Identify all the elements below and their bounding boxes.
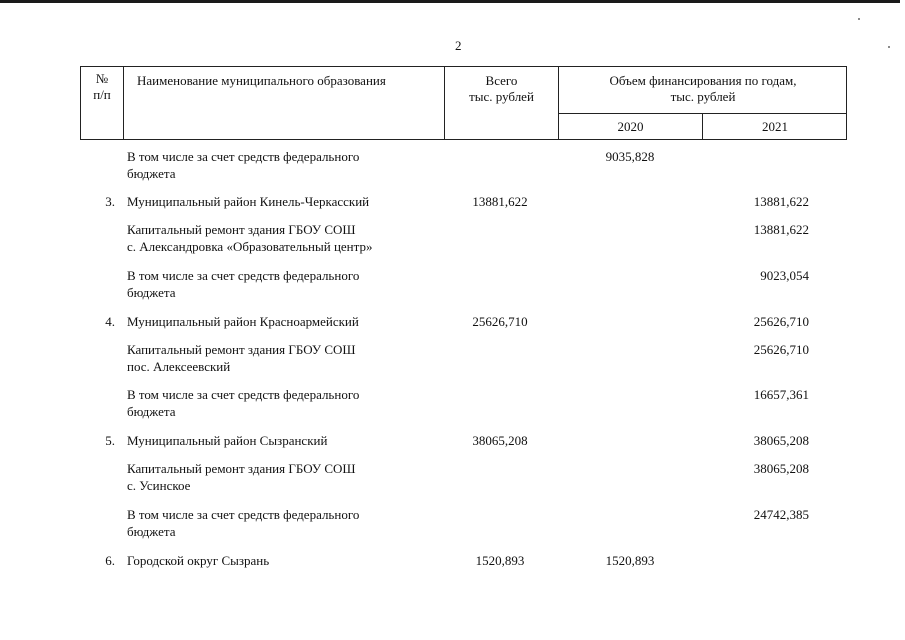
row-name: Муниципальный район Сызранский: [127, 433, 328, 448]
row-name: Капитальный ремонт здания ГБОУ СОШ пос. Алексеевский: [127, 342, 356, 374]
scan-speck: [858, 18, 860, 20]
header-col-total: Всего тыс. рублей: [469, 73, 534, 104]
row-2021: 13881,622: [753, 222, 809, 237]
header-divider: [123, 67, 124, 139]
header-col-2021: 2021: [762, 119, 788, 134]
row-total: 1520,893: [475, 553, 525, 568]
row-number: 5.: [105, 433, 115, 448]
row-2020: 1520,893: [605, 553, 655, 568]
row-number: 6.: [105, 553, 115, 568]
scan-speck: [888, 46, 890, 48]
row-2021: 25626,710: [753, 342, 809, 357]
row-name: Городской округ Сызрань: [127, 553, 270, 568]
row-2021: 16657,361: [753, 387, 809, 402]
header-col-2020: 2020: [617, 119, 644, 134]
row-2021: 24742,385: [753, 507, 809, 522]
header-col-num: № п/п: [93, 71, 111, 102]
row-number: 3.: [105, 194, 115, 209]
row-name: Муниципальный район Красноармейский: [127, 314, 359, 329]
table-header: [80, 66, 847, 140]
row-2021: 38065,208: [753, 433, 809, 448]
row-name: В том числе за счет средств федерального бюджета: [127, 507, 360, 539]
row-name: Муниципальный район Кинель-Черкасский: [127, 194, 370, 209]
row-2021: 13881,622: [753, 194, 809, 209]
row-name: Капитальный ремонт здания ГБОУ СОШ с. Усинское: [127, 461, 356, 493]
row-name: В том числе за счет средств федерального бюджета: [127, 268, 360, 300]
row-2021: 25626,710: [753, 314, 809, 329]
top-rule: [0, 0, 900, 3]
row-number: 4.: [105, 314, 115, 329]
row-total: 25626,710: [472, 314, 528, 329]
row-name: В том числе за счет средств федерального бюджета: [127, 387, 360, 419]
row-2020: 9035,828: [605, 149, 655, 164]
row-name: Капитальный ремонт здания ГБОУ СОШ с. Александровка «Образовательный центр»: [127, 222, 373, 254]
page-number: 2: [455, 38, 462, 53]
header-col-funding: Объем финансирования по годам, тыс. рублей: [609, 73, 797, 104]
row-2021: 9023,054: [760, 268, 809, 283]
row-total: 13881,622: [472, 194, 528, 209]
header-col-name: Наименование муниципального образования: [137, 73, 386, 88]
row-name: В том числе за счет средств федерального бюджета: [127, 149, 360, 181]
header-divider: [558, 113, 846, 114]
row-2021: 38065,208: [753, 461, 809, 476]
row-total: 38065,208: [472, 433, 528, 448]
